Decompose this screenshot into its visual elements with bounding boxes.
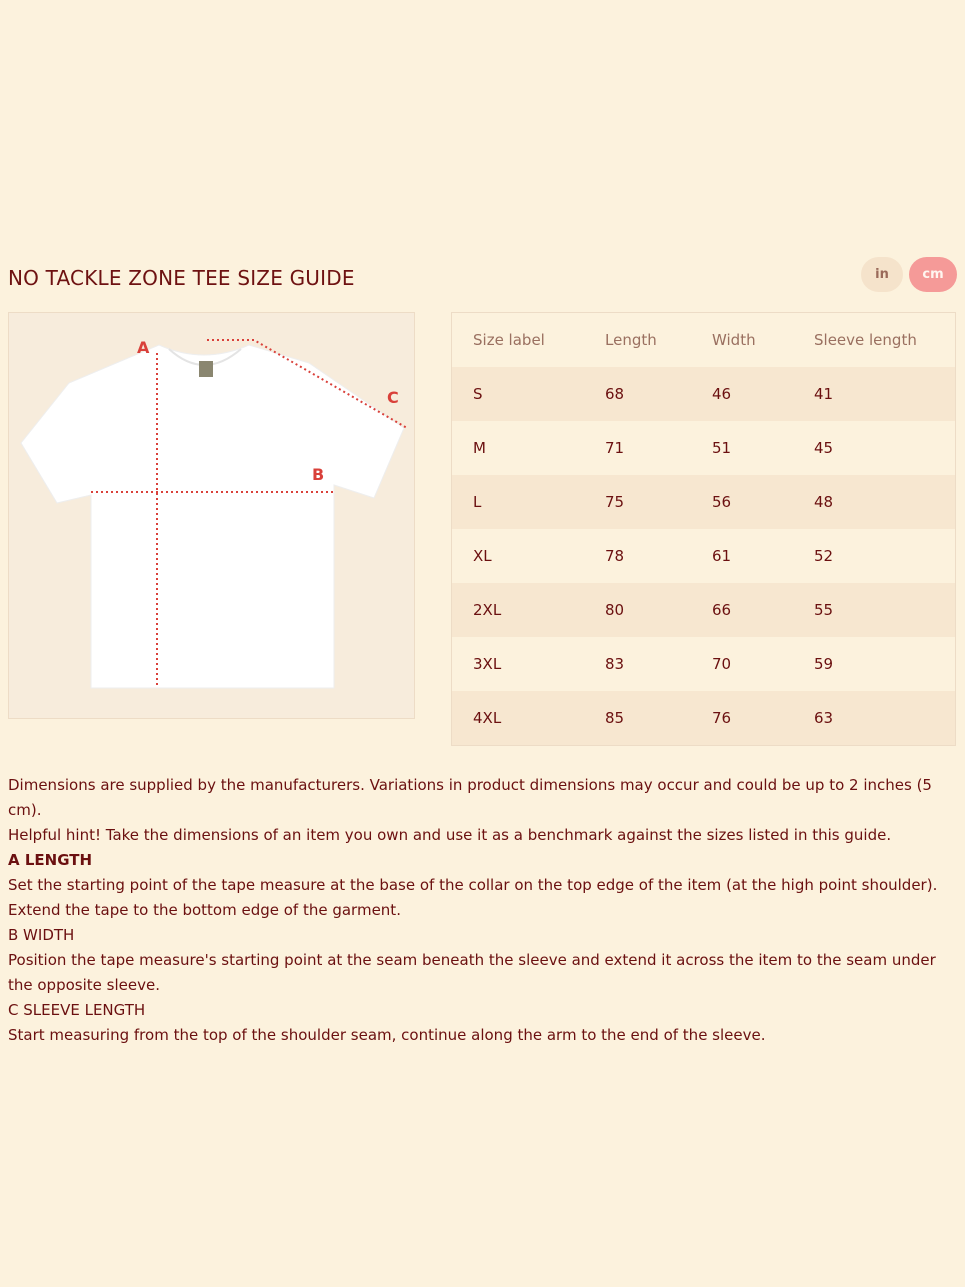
label-a: A: [137, 338, 150, 357]
table-row: [452, 421, 956, 475]
size-guide-notes: [8, 773, 956, 1048]
cell-sleeve: 63: [814, 709, 834, 727]
cell-length: 80: [605, 601, 625, 619]
unit-cm-button[interactable]: cm: [909, 257, 957, 292]
cell-length: 71: [605, 439, 625, 457]
cell-width: 51: [712, 439, 732, 457]
tee-illustration: [9, 313, 414, 718]
table-row: [452, 475, 956, 529]
cell-size: L: [473, 493, 482, 511]
c-sleeve-text: Start measuring from the top of the shoulder seam, continue along the arm to the end of the sleeve.: [8, 1026, 766, 1044]
cell-width: 61: [712, 547, 732, 565]
cell-width: 66: [712, 601, 732, 619]
cell-width: 76: [712, 709, 732, 727]
tee-tag: [199, 361, 213, 377]
table-row: [452, 367, 956, 421]
unit-in-button[interactable]: in: [861, 257, 903, 292]
header-sleeve-length: Sleeve length: [814, 331, 917, 349]
cell-size: 3XL: [473, 655, 502, 673]
header-width: Width: [712, 331, 756, 349]
size-table: [451, 312, 956, 746]
table-row: [452, 583, 956, 637]
cell-sleeve: 45: [814, 439, 834, 457]
cell-sleeve: 55: [814, 601, 834, 619]
label-c: C: [387, 388, 399, 407]
cell-length: 75: [605, 493, 625, 511]
cell-width: 56: [712, 493, 732, 511]
table-row: [452, 691, 956, 746]
cell-length: 85: [605, 709, 625, 727]
header-size-label: Size label: [473, 331, 545, 349]
cell-length: 78: [605, 547, 625, 565]
tee-diagram: [8, 312, 415, 719]
unit-toggle: [861, 257, 957, 292]
c-sleeve-heading: C SLEEVE LENGTH: [8, 1001, 146, 1019]
page-title: NO TACKLE ZONE TEE SIZE GUIDE: [8, 266, 355, 290]
cell-size: M: [473, 439, 486, 457]
table-header-row: [452, 313, 956, 368]
a-length-text: Set the starting point of the tape measure at the base of the collar on the top edge of the item (at the high point shoulder). Extend the tape to the bottom edge of the garment.: [8, 876, 938, 919]
table-row: [452, 529, 956, 583]
table-row: [452, 637, 956, 691]
cell-sleeve: 41: [814, 385, 834, 403]
b-width-heading: B WIDTH: [8, 926, 75, 944]
cell-length: 68: [605, 385, 625, 403]
cell-width: 70: [712, 655, 732, 673]
label-b: B: [312, 465, 325, 484]
a-length-heading: A LENGTH: [8, 851, 93, 869]
cell-sleeve: 59: [814, 655, 834, 673]
cell-sleeve: 48: [814, 493, 834, 511]
tee-body: [21, 345, 404, 688]
cell-sleeve: 52: [814, 547, 834, 565]
cell-size: S: [473, 385, 483, 403]
cell-size: 2XL: [473, 601, 502, 619]
cell-width: 46: [712, 385, 732, 403]
cell-size: XL: [473, 547, 492, 565]
hint-text: Helpful hint! Take the dimensions of an item you own and use it as a benchmark against the sizes listed in this guide.: [8, 826, 892, 844]
cell-length: 83: [605, 655, 625, 673]
b-width-text: Position the tape measure's starting point at the seam beneath the sleeve and extend it across the item to the seam under the opposite sleeve.: [8, 951, 936, 994]
cell-size: 4XL: [473, 709, 502, 727]
header-length: Length: [605, 331, 657, 349]
disclaimer-text: Dimensions are supplied by the manufacturers. Variations in product dimensions may occur and could be up to 2 inches (5 cm).: [8, 776, 932, 819]
